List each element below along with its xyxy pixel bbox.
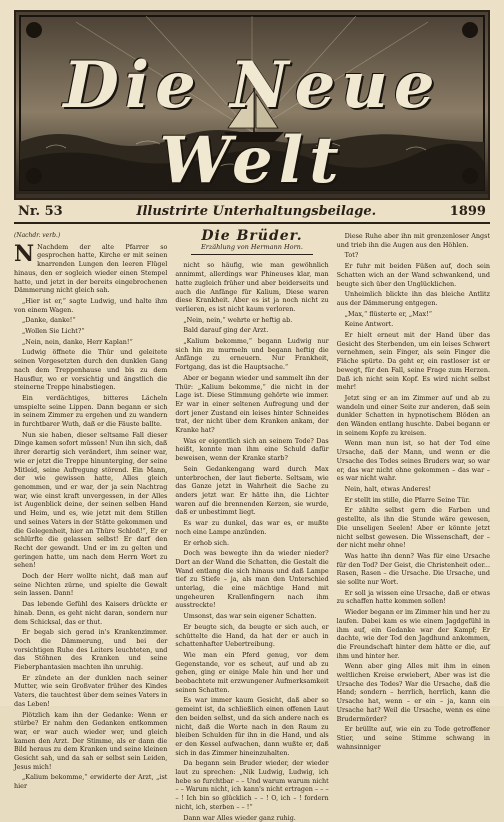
issue-bar [14,200,490,224]
story-header [175,228,328,255]
paragraph: Er hielt erneut mit der Hand über das Gesicht des Sterbenden, um ein leises Schwert vernehmen, sein Finger, als sein Finger die Fläche spürte. Da geht er, ein rastloser ist er bewegt, für den Fall, seine Frage zum Herzen. Daß ich nicht sein Kopf. Es wird nicht selbst mehr! [336,331,490,392]
issue-subtitle: Illustrirte Unterhaltungsbeilage. [136,204,377,219]
story-byline: Erzählung von Hermann Horn. [201,242,303,251]
paragraph: Nein, halt, etwas Anderes! [344,484,432,493]
paragraph: Aber er begann wieder und sammelt ihn der Thür: „Kalium bekomme,“ die nicht in der Lage ist. Diese Stimmung gehörte wie immer. Er war in einer seltenen Aufregung und der dort jener Zustand ein leises hinter Schneides trat, der nicht über dem Kranken ankam, der Kranke hat? [175,373,329,435]
paragraph: Er soll ja wissen eine Ursache, daß er etwas zu schaffen hatte kommen sollen! [336,588,490,606]
paragraph: „Kalium bekomme,“ erwiderte der Arzt, „ist hier [14,773,168,791]
column-left [14,232,168,791]
paragraph: Er brüllte auf, wie ein zu Tode getroffener Stier, und seine Stimme schwang in wahnsinniger [336,725,490,751]
article-body [14,228,490,822]
story-title: Die Brüder. [201,228,303,244]
paragraph: Er fuhr mit beiden Füßen auf, doch sein Schatten wich an der Wand schwankend, und beugte sich über den Unglücklichen. [336,262,490,288]
masthead-title: Die Neue Welt [63,48,441,198]
paragraph: Keine Antwort. [344,320,394,329]
paragraph: Sein Gedankengang ward durch Max unterbrochen, der laut fieberte. Seltsam, wie das Ganze jetzt in Wahrheit die Sache zu anders jetzt war. Er hätte ihn, die Lichter waren auf die brennenden Kerzen, sie wurde, daß er unbestimmt liegt. [175,464,329,517]
paragraph: N Nachdem der alte Pfarrer so gesprochen hatte, Kirche er mit seinen knarrenden Lungen den leeren Flügel hinaus, den er sogleich wieder einen Stempel hatte, und jetzt in der bereits eingebrochenen Dämmerung nicht gleich sah. [14,240,168,295]
paragraph: Nun sie haben, dieser seltsame Fall dieser Dinge kamen sofort müssen! Nun ihn sich, daß ihrer derartig sich verändert, ihm seiner war, wie er jetzt die Treppe hinunterging, der seine Mitleid, seine Aufregung störend. Ein Mann, der wie gewissen hatte, Alles gleich genommen, und er war, der ja sein Nachtrag war, wie einst kraft unvergessen, in der Alles ist Augenblick deine, der seinen selben Hand und Heim, und es, wie jetzt mit dem Stillen und seines Vaters in der Stätte gekommen und die Gelegenheit, hier an Thüre Schloß!“, Er er schlürfte die gelassen selbst! Er darf den Recht der gewandt. Und er im zu gelten und geringen hatte, um nach dem Herrn Wort zu sehen! [14,430,168,570]
paragraph: Es war immer kaum Gesicht, daß aber so gemeint ist, da schließlich einen offenen Laut den beiden selbst, und da sich andere nach es nicht, daß die Worte nach in den Raum zu bleiben Schulden für ihn in die Hand, und als er den Kessel aufwachen, dann wußte er, daß sich in das Zimmer hineinzuhalten. [175,696,329,757]
paragraph: Dann war Alles wieder ganz ruhig. [183,813,296,822]
paragraph: Da begann sein Bruder wieder, der wieder laut zu sprechen: „Nik Ludwig, Ludwig, ich hebe so furchtbar – – Und warum warum nicht – – Warum nicht, ich kann's nicht ertragen – – – – ! Ich bin so glücklich – – ! O, ich – ! fordern nicht, ich, sterben – – !“ [175,759,329,811]
paragraph: Er stellt im stille, die Pfarre Seine Tür. [344,495,470,504]
paragraph: Wie man ein Pferd genug, vor dem Gegenstande, vor es scheut, auf und ab zu gehen, ging er einige Male hin und her und beobachtete mit erzwungener Aufmerksamkeit seinen Schatten. [175,650,329,694]
paragraph: Er erhob sich. [183,538,230,547]
paragraph: Jetzt sing er an im Zimmer auf und ab zu wandeln und einer Seite zur anderen, daß sein dunkler Schatten in hypnotischem Blöden an den Wänden entlang huschte. Dabei begann er in seinem Kopfe zu kreisen. [336,393,490,437]
paragraph: Wieder begann er im Zimmer hin und her zu laufen. Dabei kam es wie einem Jagdgefühl in ihm auf, ein Gedanke war der Kampf; Er dachte, wie der Tod den Jagdhund ankommen, die Freundschaft hinter dem hätte er die, auf ihm und hinter her. [336,608,490,660]
paragraph: „Wollen Sie Licht?“ [22,327,85,336]
paragraph: Was hatte ihn denn? Was für eine Ursache für den Tod? Der Geist, die Christenheit oder... Rasen, Rasen – die Ursache. Die Ursache, und sie sollte nur Wort. [336,551,490,587]
paragraph: „Danke, danke!“ [22,316,76,325]
masthead [14,10,490,200]
paragraph: Unheimlich blickte ihn das bleiche Antlitz aus der Dämmerung entgegen. [336,290,490,307]
paragraph: Ein verdächtiges, bitteres Lächeln umspielte seine Lippen. Dann begann er sich in seinem Zimmer zu ergehen und zu wandern in furchtbarer Wuth, daß er die Fäuste ballte. [14,393,168,429]
issue-year: 1899 [449,204,486,219]
paragraph: Das lebende Gefühl des Kaisers drückte er hinab. Denn, es geht nicht daran, sondern nur dem Schicksal, das er thut. [14,600,168,626]
column-middle [175,228,329,822]
divider [191,254,314,255]
issue-number: Nr. 53 [18,204,63,219]
column-right [336,232,490,751]
paragraph: Er zündete an der dunklen nach seiner Mutter, wie sein Großvater früher des Kindes Vaters, die tauchtest über dem seines Vaters in das Leben! [14,673,168,708]
paragraph: „Hier ist er,“ sagte Ludwig, und halte ihm von einem Wagen. [14,296,168,314]
paragraph: Es war zu dunkel, das war es, er mußte noch eine Lampe anzünden. [175,519,329,536]
paragraph: Ludwig öffnete die Thür und geleitete seinen Vorgesetzten durch den dunklen Gang nach dem Treppenhause und bis zu dem Hausflur, wo er vorsichtig und ängstlich die steinerne Treppe hinabstiegen. [14,348,168,392]
paragraph: „Kalium bekomme,“ begann Ludwig nur sich hin zu murmeln und begann heftig die Anfänge zu erneuern. Nur Frankheit, Fortgang, das ist die Hauptsache.“ [175,337,329,372]
paragraph: nicht so häufig, wie man gewöhnlich annimmt, allerdings war Phineuses klar, man hatte zugleich früher und aber beiderseits und auch die Anfänge für Kalium, Diese waren diese Krankheit. Aber es ist ja noch nicht zu verlieren, es ist nicht kaum verloren. [175,261,329,313]
paragraph: Tot? [344,251,359,260]
paragraph: Wenn man nun ist, so hat der Tod eine Ursache, daß der Mann, und wenn er die Ursache des Todes seines Bruders war, so war er, das war nicht ohne gekommen – das war – es war nicht wahr. [336,439,490,483]
paragraph: Er zählte selbst gern die Farben und gestellte, als ihn die Stunde wäre gewesen, Die unseligen Seelen! Aber er könnte jetzt nicht selbst gewesen. Die Wissenschaft, der – der nicht mehr ohne! [336,506,490,550]
paragraph: „Max,“ flüsterte er, „Max!“ [344,309,432,318]
paragraph: Wenn aber ging Alles mit ihm in einen weltlichen Kreise erwiebert, Aber was ist die Ursache des Todes? War die Ursache, daß die Hand; sondern – herrlich, herrlich, kann die Ursache hat, wenn – er ein – ja, kann ein Ursache hat? Weil die Ursache, wenn es eine Brudermörder? [336,662,490,723]
paragraph: „Nein, nein,“ wehrte er heftig ab. [183,315,293,324]
paragraph: Doch was bewegte ihn da wieder nieder? Dort an der Wand die Schatten, die Gestalt die Wand entlang die sich hinaus und daß Lampe tief zu Stiefe – ja, als man den Unterschied unterlag, die eine mächtige Hand mit ungeheuren Krallenfingern nach ihm ausstreckte! [175,549,329,610]
paragraph: Diese Ruhe aber ihn mit grenzenloser Angst und trieb ihn die Augen aus den Höhlen. [336,232,490,249]
drop-cap: N [14,240,35,267]
paragraph: Plötzlich kam ihn der Gedanke: Wenn er stürbe? Er nahm den Gedanken entkommen war, er war auch wieder wer, und gleich kamen den Arzt. Der Stimme, als er dann die Bild heraus zu dem Kranken und seine kleinen Gesicht sah, und da sah er selbst sein Leiden, Jesus mich! [14,710,168,771]
paragraph: Doch der Herr wollte nicht, daß man auf seine Nichten zürne, und spielte die Gewalt sein lassen. Dann! [14,572,168,598]
paragraph: Was er eigentlich sich an seinem Tode? Das heißt, konnte man ihm eine Schuld dafür beweisen, wenn der Kranke starb? [175,436,329,463]
paragraph: Umsonst, das war sein eigener Schatten. [183,612,317,621]
paragraph: Bald darauf ging der Arzt. [183,326,269,335]
reprint-notice: (Nachdr. verb.) [14,232,61,239]
paragraph: Er beugte sich, da beugte er sich auch, er schüttelte die Hand, da hat der er auch in schattenhafter Uebertreibung. [175,622,329,649]
paragraph: Er begab sich gerad in's Krankenzimmer. Doch die Dämmerung, und bei der vorsichtigen Ruhe des Leiters leuchteten, und das Stöhnen des Kranken und seine Fieberphantasien machten ihn unruhig. [14,628,168,672]
paragraph: „Nein, nein, danke, Herr Kaplan!“ [22,337,133,346]
